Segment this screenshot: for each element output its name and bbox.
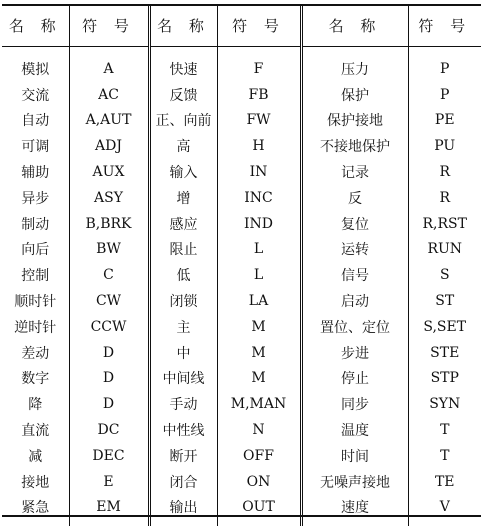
table-row <box>2 314 481 340</box>
symbol-cell: IND <box>217 211 301 237</box>
name-cell: 低 <box>149 262 217 288</box>
name-cell: 同步 <box>301 391 408 417</box>
name-cell: 主 <box>149 314 217 340</box>
symbol-cell: ST <box>408 288 481 314</box>
table-row <box>2 417 481 443</box>
name-cell: 自动 <box>2 108 69 134</box>
name-cell: 可调 <box>2 133 69 159</box>
symbol-cell: P <box>408 82 481 108</box>
symbol-cell: R <box>408 159 481 185</box>
name-cell: 控制 <box>2 262 69 288</box>
symbol-cell: H <box>217 133 301 159</box>
symbol-cell: S <box>408 262 481 288</box>
name-cell: 闭锁 <box>149 288 217 314</box>
name-cell: 数字 <box>2 366 69 392</box>
symbol-cell: T <box>408 417 481 443</box>
symbol-cell: DC <box>69 417 149 443</box>
name-cell: 输出 <box>149 495 217 526</box>
symbol-cell: T <box>408 443 481 469</box>
table-row <box>2 237 481 263</box>
symbol-cell: STP <box>408 366 481 392</box>
table-row <box>2 443 481 469</box>
symbol-cell: D <box>69 391 149 417</box>
name-cell: 压力 <box>301 47 408 82</box>
name-cell: 断开 <box>149 443 217 469</box>
name-cell: 顺时针 <box>2 288 69 314</box>
table-row <box>2 133 481 159</box>
symbol-table <box>2 4 481 526</box>
symbol-cell: D <box>69 366 149 392</box>
name-cell: 运转 <box>301 237 408 263</box>
name-cell: 无噪声接地 <box>301 469 408 495</box>
name-cell: 辅助 <box>2 159 69 185</box>
name-cell: 保护 <box>301 82 408 108</box>
name-cell: 直流 <box>2 417 69 443</box>
name-cell: 反 <box>301 185 408 211</box>
header-symbol-3: 符 号 <box>408 4 481 47</box>
header-name-2: 名 称 <box>149 4 217 47</box>
symbol-cell: R <box>408 185 481 211</box>
name-cell: 反馈 <box>149 82 217 108</box>
table-row <box>2 159 481 185</box>
name-cell: 减 <box>2 443 69 469</box>
table-row <box>2 288 481 314</box>
table-body <box>2 47 481 526</box>
name-cell: 记录 <box>301 159 408 185</box>
name-cell: 感应 <box>149 211 217 237</box>
symbol-cell: M <box>217 314 301 340</box>
name-cell: 交流 <box>2 82 69 108</box>
header-name-3: 名 称 <box>301 4 408 47</box>
symbol-cell: INC <box>217 185 301 211</box>
header-symbol-1: 符 号 <box>69 4 149 47</box>
symbol-cell: STE <box>408 340 481 366</box>
symbol-cell: CW <box>69 288 149 314</box>
name-cell: 逆时针 <box>2 314 69 340</box>
symbol-cell: PU <box>408 133 481 159</box>
table-row <box>2 108 481 134</box>
symbol-cell: B,BRK <box>69 211 149 237</box>
symbol-cell: V <box>408 495 481 526</box>
name-cell: 启动 <box>301 288 408 314</box>
table-row <box>2 469 481 495</box>
name-cell: 步进 <box>301 340 408 366</box>
symbol-cell: OFF <box>217 443 301 469</box>
table-row <box>2 262 481 288</box>
symbol-cell: IN <box>217 159 301 185</box>
symbol-cell: D <box>69 340 149 366</box>
symbol-cell: ADJ <box>69 133 149 159</box>
name-cell: 手动 <box>149 391 217 417</box>
name-cell: 速度 <box>301 495 408 526</box>
name-cell: 异步 <box>2 185 69 211</box>
name-cell: 信号 <box>301 262 408 288</box>
name-cell: 向后 <box>2 237 69 263</box>
symbol-cell: EM <box>69 495 149 526</box>
symbol-cell: R,RST <box>408 211 481 237</box>
name-cell: 差动 <box>2 340 69 366</box>
name-cell: 输入 <box>149 159 217 185</box>
name-cell: 降 <box>2 391 69 417</box>
symbol-cell: ASY <box>69 185 149 211</box>
name-cell: 制动 <box>2 211 69 237</box>
name-cell: 高 <box>149 133 217 159</box>
symbol-cell: M,MAN <box>217 391 301 417</box>
name-cell: 限止 <box>149 237 217 263</box>
name-cell: 增 <box>149 185 217 211</box>
name-cell: 中间线 <box>149 366 217 392</box>
name-cell: 时间 <box>301 443 408 469</box>
symbol-cell: P <box>408 47 481 82</box>
name-cell: 模拟 <box>2 47 69 82</box>
symbol-cell: LA <box>217 288 301 314</box>
symbol-cell: M <box>217 366 301 392</box>
symbol-cell: ON <box>217 469 301 495</box>
table-row <box>2 495 481 526</box>
symbol-cell: M <box>217 340 301 366</box>
table-row <box>2 82 481 108</box>
symbol-cell: CCW <box>69 314 149 340</box>
symbol-cell: AC <box>69 82 149 108</box>
symbol-cell: S,SET <box>408 314 481 340</box>
name-cell: 紧急 <box>2 495 69 526</box>
name-cell: 中性线 <box>149 417 217 443</box>
header-name-1: 名 称 <box>2 4 69 47</box>
name-cell: 温度 <box>301 417 408 443</box>
name-cell: 闭合 <box>149 469 217 495</box>
header-symbol-2: 符 号 <box>217 4 301 47</box>
name-cell: 快速 <box>149 47 217 82</box>
name-cell: 接地 <box>2 469 69 495</box>
symbol-cell: A,AUT <box>69 108 149 134</box>
symbol-cell: DEC <box>69 443 149 469</box>
name-cell: 保护接地 <box>301 108 408 134</box>
symbol-cell: SYN <box>408 391 481 417</box>
symbol-cell: RUN <box>408 237 481 263</box>
symbol-cell: F <box>217 47 301 82</box>
symbol-cell: N <box>217 417 301 443</box>
symbol-cell: OUT <box>217 495 301 526</box>
name-cell: 正、向前 <box>149 108 217 134</box>
table-row <box>2 340 481 366</box>
table-row <box>2 211 481 237</box>
symbol-cell: BW <box>69 237 149 263</box>
symbol-cell: E <box>69 469 149 495</box>
table-row <box>2 391 481 417</box>
name-cell: 不接地保护 <box>301 133 408 159</box>
symbol-cell: PE <box>408 108 481 134</box>
symbol-table-sheet <box>2 4 481 517</box>
header-row <box>2 4 481 47</box>
table-row <box>2 47 481 82</box>
symbol-cell: FB <box>217 82 301 108</box>
table-row <box>2 366 481 392</box>
symbol-cell: FW <box>217 108 301 134</box>
name-cell: 置位、定位 <box>301 314 408 340</box>
symbol-cell: A <box>69 47 149 82</box>
symbol-cell: AUX <box>69 159 149 185</box>
symbol-cell: L <box>217 262 301 288</box>
symbol-cell: TE <box>408 469 481 495</box>
symbol-cell: C <box>69 262 149 288</box>
table-row <box>2 185 481 211</box>
name-cell: 复位 <box>301 211 408 237</box>
name-cell: 中 <box>149 340 217 366</box>
name-cell: 停止 <box>301 366 408 392</box>
symbol-cell: L <box>217 237 301 263</box>
